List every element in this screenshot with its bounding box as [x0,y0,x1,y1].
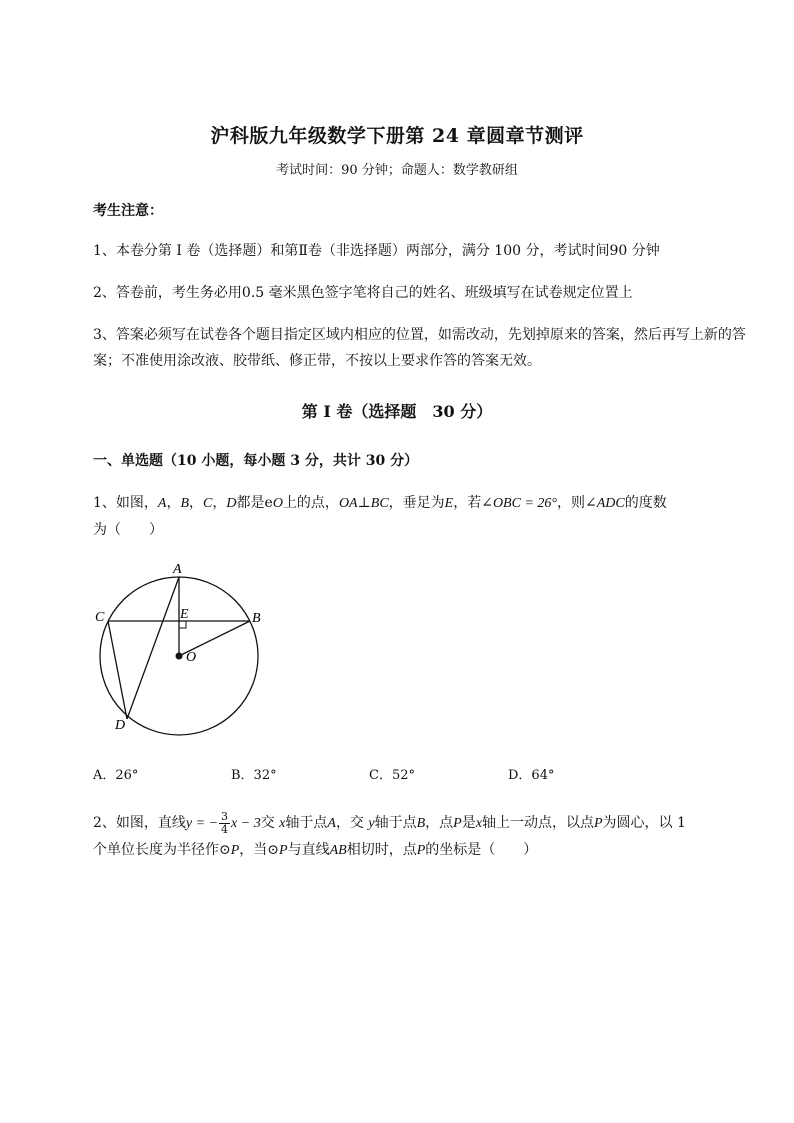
q1-circle-o: O [272,496,283,511]
label-o: O [186,650,197,665]
part-title: 一、单选题（10 小题，每小题 3 分，共计 30 分） [93,453,419,469]
notice-item-3: 3、答案必须写在试卷各个题目指定区域内相应的位置，如需改动，先划掉原来的答案，然后再写上新的答案；不准使用涂改液、胶带纸、修正带，不按以上要求作答的答案无效。 [93,327,746,369]
q1-prefix: 1、如图， [93,495,158,511]
center-point-o [176,653,183,660]
q2-point-a: A [327,816,336,831]
q2-point-p: P [453,816,462,831]
q1-tail: 的度数 [624,495,667,511]
q2-fraction-numerator: 3 [221,809,229,823]
q2-point-p-2: P [593,816,603,831]
q2-point-p-3: P [230,843,240,858]
q2-point-p-5: P [416,843,426,858]
q1-circle-figure [90,555,270,745]
q2-cross-text: 交 [260,815,275,831]
q2-equation-start: y = − [185,816,219,831]
q1-choice-b[interactable]: B．32° [231,768,277,783]
q1-answer-blank: 为（ ） [93,522,163,538]
q2-y-axis: y [368,816,375,831]
q2-point-p-4: P [279,843,288,858]
q1-point-c: C [203,496,213,511]
label-c: C [95,610,105,625]
q2-moving-text: 轴上一动点，以点 [481,815,594,831]
q2-is-on: 是 [461,815,476,831]
q2-fraction [219,811,230,836]
segment-ad [127,577,179,719]
q1-choice-d[interactable]: D．64° [508,768,555,783]
q2-point-b: B [416,816,426,831]
notice-heading: 考生注意： [93,203,163,219]
section-title: 第 I 卷（选择题 30 分） [301,402,493,421]
q2-answer-blank: 的坐标是（ ） [425,842,538,858]
q1-on-circle: 都是 [236,495,265,511]
q1-perpendicular: OA⊥BC [338,496,389,511]
q2-line2-b: ，当⊙ [239,842,280,858]
q1-circle-symbol: e [264,495,273,511]
q1-point-e: E [444,496,454,511]
label-b: B [252,611,261,626]
notice-item-1: 1、本卷分第 I 卷（选择题）和第Ⅱ卷（非选择题）两部分，满分 100 分，考试时间90 分钟 [93,243,660,259]
q1-point-a: A [157,496,167,511]
q1-choice-a[interactable]: A．26° [93,768,139,783]
q1-given-angle: ∠OBC = 26° [481,496,557,511]
q1-target-angle: ∠ADC [585,496,625,511]
q1-after-circle: 上的点， [282,495,339,511]
q1-then-text: ，则 [557,495,585,511]
q2-line2-d: 相切时，点 [346,842,417,858]
q2-axis-at-a: 轴于点 [285,815,328,831]
q2-center-text: 为圆心，以 1 [602,815,686,831]
q2-prefix: 2、如图，直线 [93,815,186,831]
q1-if-text: ，若 [453,495,482,511]
q2-axis-at-b: 轴于点 [374,815,417,831]
q2-comma-cross: ，交 [335,815,364,831]
right-angle-mark [179,621,186,628]
notice-item-2: 2、答卷前，考生务必用0.5 毫米黑色签字笔将自己的姓名、班级填写在试卷规定位置上 [93,285,633,301]
segment-cd [108,621,127,719]
label-d: D [115,718,126,733]
q1-point-b: B [180,496,190,511]
q1-choice-c[interactable]: C．52° [369,768,415,783]
q2-point-text: ，点 [425,815,454,831]
q1-point-d: D [226,496,237,511]
page-title: 沪科版九年级数学下册第 24 章圆章节测评 [210,125,584,147]
q2-x-axis-2: x [475,816,482,831]
label-e: E [180,607,189,622]
label-a: A [173,562,182,577]
question-1-stem: 1、如图，A，B，C，D都是eO上的点，OA⊥BC，垂足为E，若∠OBC = 26°，则∠ADC的度数 为（ ） [93,495,667,538]
q2-fraction-denominator: 4 [221,822,229,836]
q2-line2-a: 个单位长度为半径作⊙ [93,842,231,858]
q1-foot-text: ，垂足为 [388,495,445,511]
question-2-stem [93,810,753,864]
exam-info: 考试时间：90 分钟；命题人：数学教研组 [276,163,518,178]
q2-x-axis: x [279,816,286,831]
q2-line2-c: 与直线 [287,842,330,858]
q2-line-ab: AB [329,843,347,858]
q2-equation-rest: x − 3 [231,816,261,831]
